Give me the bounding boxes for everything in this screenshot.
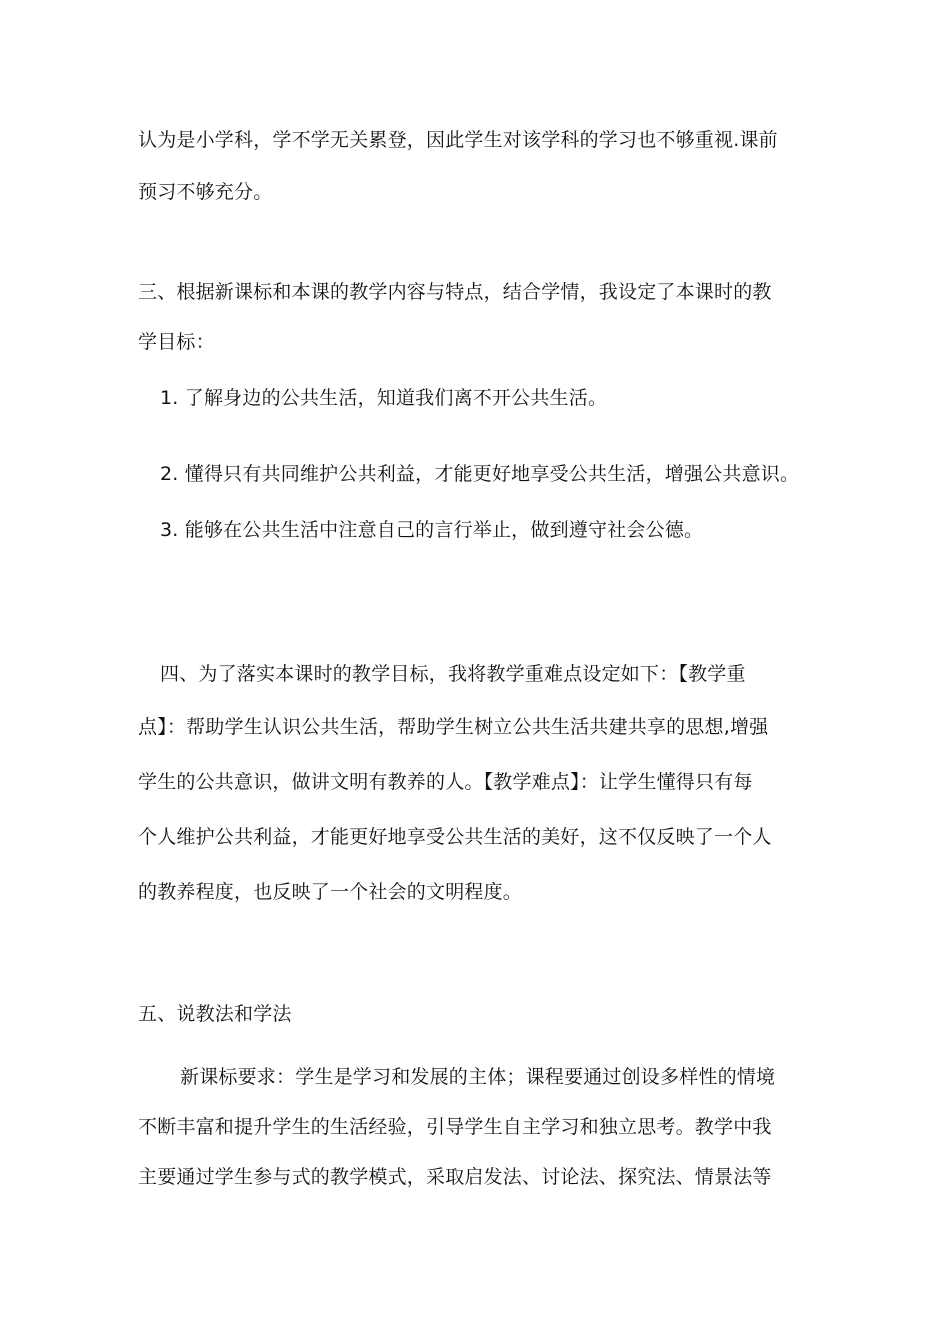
section3-heading-line-2: 学目标：: [138, 331, 215, 353]
section4-line-3: 学生的公共意识，做讲文明有教养的人。【教学难点】：让学生懂得只有每: [138, 771, 753, 793]
section4-line-5: 的教养程度，也反映了一个社会的文明程度。: [138, 881, 523, 903]
intro-line-2: 预习不够充分。: [138, 181, 273, 203]
section5-line-2: 不断丰富和提升学生的生活经验，引导学生自主学习和独立思考。教学中我: [138, 1116, 772, 1138]
goal-item-1: 1. 了解身边的公共生活，知道我们离不开公共生活。: [160, 387, 608, 409]
section3-heading-line-1: 三、根据新课标和本课的教学内容与特点，结合学情，我设定了本课时的教: [138, 281, 772, 303]
section5-line-3: 主要通过学生参与式的教学模式，采取启发法、讨论法、探究法、情景法等: [138, 1166, 772, 1188]
goal-item-2: 2. 懂得只有共同维护公共利益，才能更好地享受公共生活，增强公共意识。: [160, 463, 800, 485]
goal-item-3: 3. 能够在公共生活中注意自己的言行举止，做到遵守社会公德。: [160, 519, 704, 541]
section5-line-1: 新课标要求：学生是学习和发展的主体；课程要通过创设多样性的情境: [180, 1066, 776, 1088]
section4-line-4: 个人维护公共利益，才能更好地享受公共生活的美好，这不仅反映了一个人: [138, 826, 772, 848]
section4-line-1: 四、为了落实本课时的教学目标，我将教学重难点设定如下：【教学重: [160, 663, 746, 685]
section4-line-2: 点】：帮助学生认识公共生活，帮助学生树立公共生活共建共享的思想,增强: [138, 716, 769, 738]
intro-line-1: 认为是小学科，学不学无关累登，因此学生对该学科的学习也不够重视.课前: [138, 129, 778, 151]
section5-heading: 五、说教法和学法: [138, 1003, 292, 1025]
